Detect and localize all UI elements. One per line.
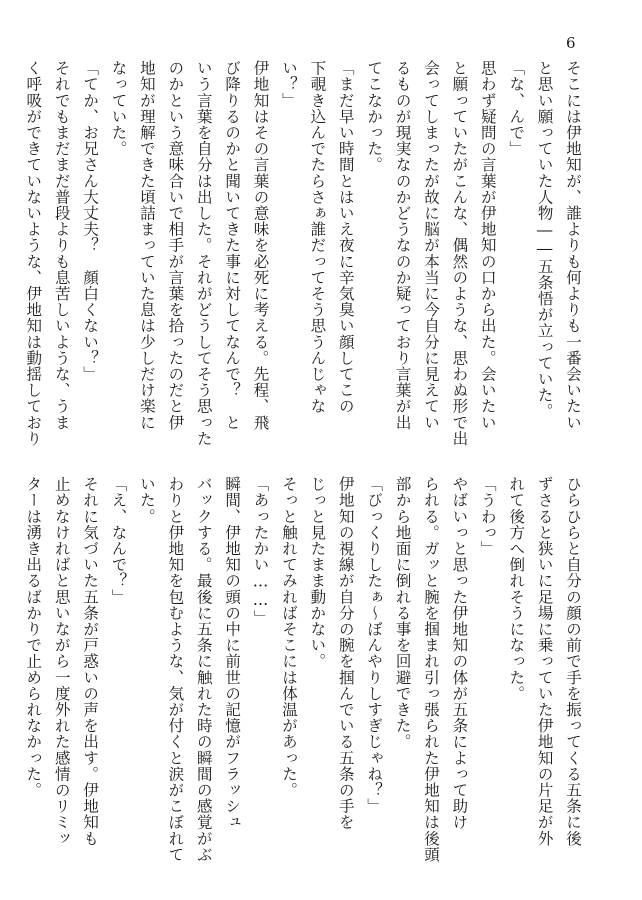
text-line: わりと伊地知を包むような、気が付くと涙がこぼれて <box>166 476 185 863</box>
text-line: やばいっと思った伊地知の体が五条によって助け <box>450 476 469 831</box>
text-line: 「まだ早い時間とはいえ夜に辛気臭い顔してこの <box>336 60 355 415</box>
text-line: と思い願っていた人物――五条悟が立っていた。 <box>535 60 554 420</box>
text-line: 瞬間、伊地知の頭の中に前世の記憶がフラッシュ <box>223 476 242 831</box>
text-line: てこなかった。 <box>365 60 384 173</box>
text-line: それに気づいた五条が戸惑いの声を出す。伊地知も <box>81 476 100 847</box>
text-line: く呼吸ができていないような、伊地知は動揺しており <box>24 60 43 447</box>
text-block-bottom <box>24 476 587 866</box>
text-line: いた。 <box>137 476 156 525</box>
text-line: 「あったかい……」 <box>251 476 270 626</box>
text-line: なっていた。 <box>109 60 128 157</box>
text-line: 伊地知の視線が自分の腕を掴んでいる五条の手を <box>336 476 355 831</box>
text-block-top <box>24 60 587 450</box>
text-line: 思わず疑問の言葉が伊地知の口から出た。会いたい <box>478 60 497 431</box>
text-line: バックする。最後に五条に触れた時の瞬間の感覚がぶ <box>194 476 213 863</box>
text-line: 止めなければと思いながら一度外れた感情のリミッ <box>52 476 71 847</box>
text-line: び降りるのかと聞いてきた事に対してなんで？ と <box>223 60 242 431</box>
text-line: れて後方へ倒れそうになった。 <box>507 476 526 702</box>
text-line: 伊地知はその言葉の意味を必死に考える。先程、飛 <box>251 60 270 431</box>
text-line: そこには伊地知が、誰よりも何よりも一番会いたい <box>564 60 582 431</box>
page-number: 6 <box>566 34 576 52</box>
text-line: ひらひらと自分の顔の前で手を振ってくる五条に後 <box>564 476 582 847</box>
text-line: 「え、なんで？」 <box>109 476 128 605</box>
text-line: のかという意味合いで相手が言葉を拾ったのだと伊 <box>166 60 185 431</box>
text-line: ずさると狭いに足場に乗っていた伊地知の片足が外 <box>535 476 554 847</box>
text-line: い？」 <box>279 60 298 109</box>
text-line: 地知が理解できた頃詰まっていた息は少しだけ楽に <box>137 60 156 431</box>
text-line: じっと見たまま動かない。 <box>308 476 327 670</box>
text-line: 会ってしまったが故に脳が本当に今自分に見えてい <box>421 60 440 431</box>
text-line: 「てか、お兄さん大丈夫？ 顔白くない？」 <box>81 60 100 382</box>
text-line: られる。ガッと腕を掴まれ引っ張られた伊地知は後頭 <box>421 476 440 863</box>
text-line: ターは湧き出るばかりで止められなかった。 <box>24 476 43 798</box>
text-line: 部から地面に倒れる事を回避できた。 <box>393 476 412 750</box>
text-line: それでもまだまだ普段よりも息苦しいような、うま <box>52 60 71 431</box>
text-line: 下覗き込んでたらさぁ誰だってそう思うんじゃな <box>308 60 327 415</box>
text-line: そっと触れてみればそこには体温があった。 <box>279 476 298 798</box>
text-line: 「な、んで」 <box>507 60 526 157</box>
text-line: るものが現実なのかどうなのか疑っており言葉が出 <box>393 60 412 431</box>
text-line: と願っていたがこんな、偶然のような、思わぬ形で出 <box>450 60 469 447</box>
text-line: 「びっくりしたぁ～ぼんやりしすぎじゃね？」 <box>365 476 384 815</box>
text-line: いう言葉を自分は出した。それがどうしてそう思った <box>194 60 213 447</box>
text-line: 「うわっ」 <box>478 476 497 557</box>
